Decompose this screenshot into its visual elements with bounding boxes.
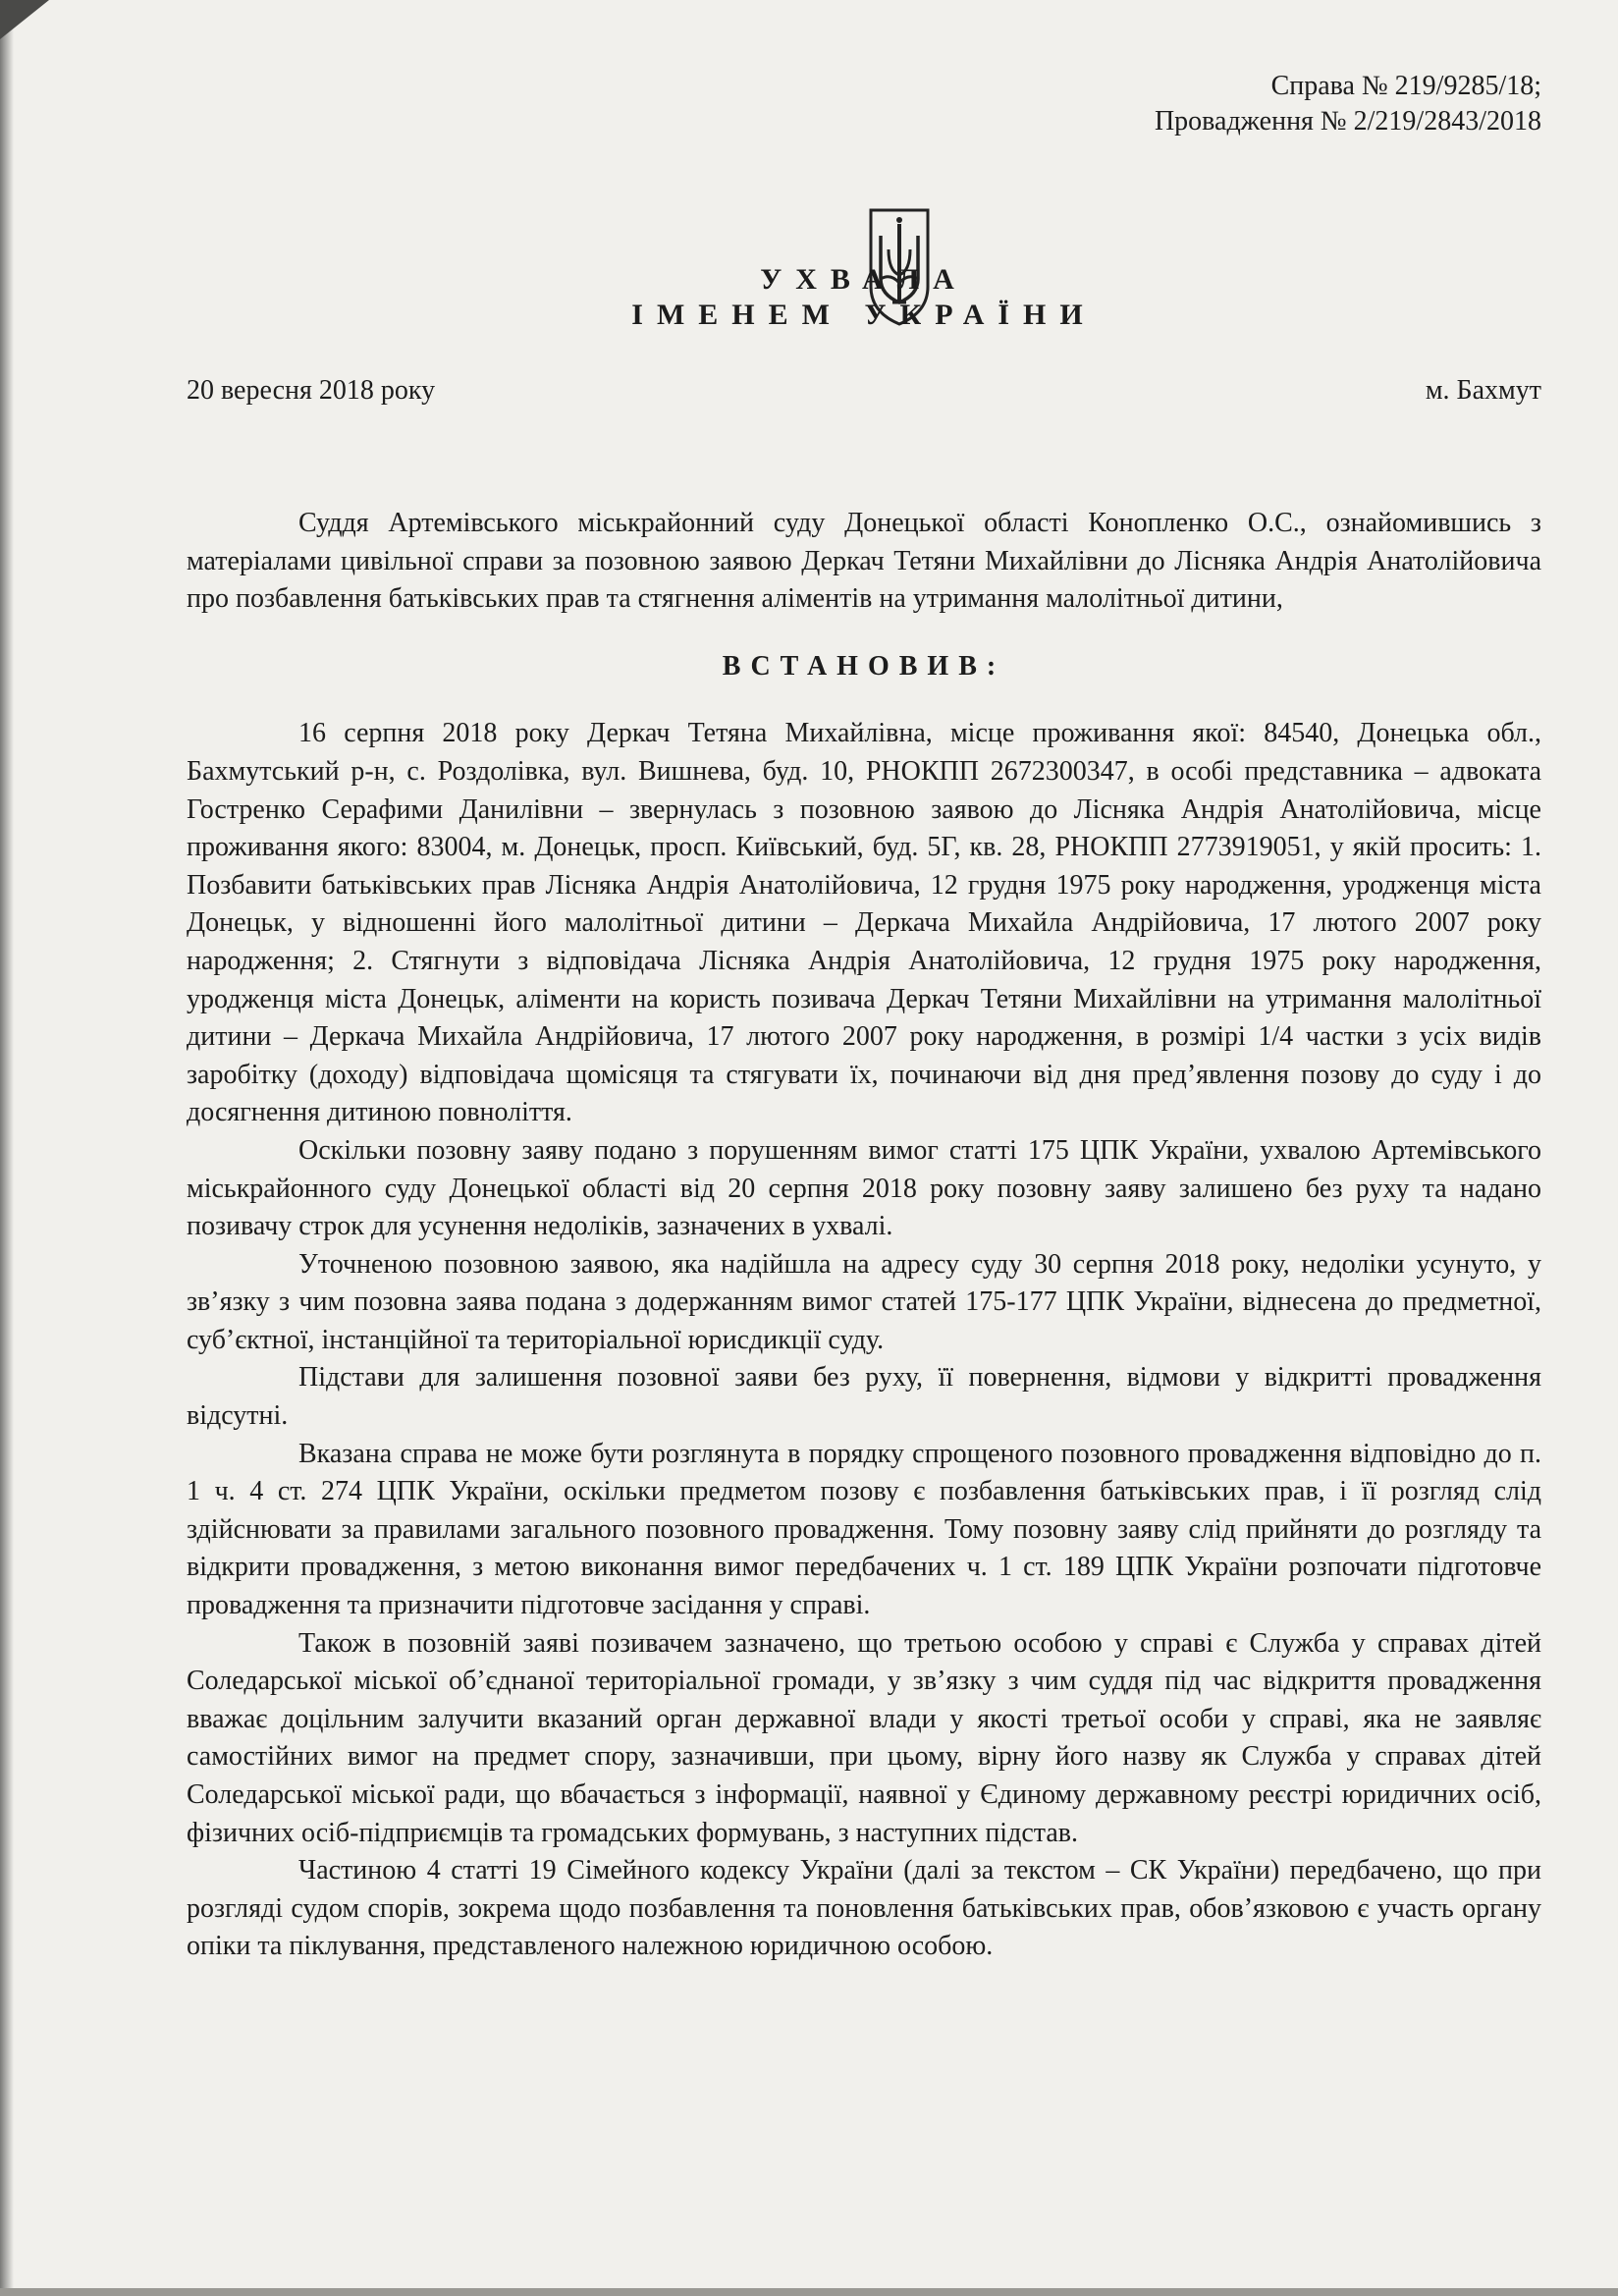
section-title: ВСТАНОВИВ:: [722, 650, 1006, 682]
document-date: 20 вересня 2018 року: [187, 375, 436, 406]
document-city: м. Бахмут: [1425, 375, 1541, 406]
scan-bottom-edge: [0, 2288, 1618, 2296]
scan-corner: [0, 0, 49, 39]
date-city-line: [187, 373, 1541, 409]
document-title: УХВАЛА: [760, 263, 968, 296]
document-body: [187, 505, 1541, 1966]
paragraph: 16 серпня 2018 року Деркач Тетяна Михайлівна, місце проживання якої: 84540, Донецька обл., Бахмутський р-н, с. Роздолівка, вул. Вишнева, буд. 10, РНОКПП 2672300347, в особі представника – адвоката Гостренко Серафими Данилівни – звернулась з позовною заявою до Лісняка Андрія Анатолійовича, місце проживання якого: 83004, м. Донецьк, просп. Київський, буд. 5Г, кв. 28, РНОКПП 2773919051, у якій просить: 1. Позбавити батьківських прав Лісняка Андрія Анатолійовича, 12 грудня 1975 року народження, уродженця міста Донецьк, у відношенні його малолітньої дитини – Деркача Михайла Андрійовича, 17 лютого 2007 року народження; 2. Стягнути з відповідача Лісняка Андрія Анатолійовича, 12 грудня 1975 року народження, уродженця міста Донецьк, аліменти на користь позивача Деркач Тетяни Михайлівни на утримання малолітньої дитини – Деркача Михайла Андрійовича, 17 лютого 2007 року народження, в розмірі 1/4 частки з усіх видів заробітку (доходу) відповідача щомісяця та стягувати їх, починаючи від дня пред’явлення позову до суду і до досягнення дитиною повноліття.: [187, 718, 1541, 1128]
paragraph: Підстави для залишення позовної заяви без руху, її повернення, відмови у відкритті провадження відсутні.: [187, 1362, 1541, 1432]
paragraph: Також в позовній заяві позивачем зазначено, що третьою особою у справі є Служба у справах дітей Соледарської міської об’єднаної територіальної громади, у зв’язку з чим суддя під час відкриття провадження вважає доцільним залучити вказаний орган державної влади у якості третьої особи у справі, яка не заявляє самостійних вимог на предмет спору, зазначивши, при цьому, вірну його назву як Служба у справах дітей Соледарської міської ради, що вбачається з інформації, наявної у Єдиному державному реєстрі юридичних осіб, фізичних осіб-підприємців та громадських формувань, з наступних підстав.: [187, 1627, 1541, 1848]
paragraph: Уточненою позовною заявою, яка надійшла на адресу суду 30 серпня 2018 року, недоліки усунуто, у зв’язку з чим позовна заява подана з додержанням вимог статей 175-177 ЦПК України, віднесена до предметної, суб’єктної, інстанційної та територіальної юрисдикції суду.: [187, 1248, 1541, 1355]
paragraph: Частиною 4 статті 19 Сімейного кодексу України (далі за текстом – СК України) передбачено, що при розгляді судом спорів, зокрема щодо позбавлення та поновлення батьківських прав, обов’язковою є участь органу опіки та піклування, представленого належною юридичною особою.: [187, 1855, 1541, 1962]
paragraph: Вказана справа не може бути розглянута в порядку спрощеного позовного провадження відповідно до п. 1 ч. 4 ст. 274 ЦПК України, оскільки предметом позову є позбавлення батьківських прав, і її розгляд слід здійснювати за правилами загального позовного провадження. Тому позовну заяву слід прийняти до розгляду та відкрити провадження, з метою виконання вимог передбачених ч. 1 ст. 189 ЦПК України розпочати підготовче провадження та призначити підготовче засідання у справі.: [187, 1438, 1541, 1621]
case-reference: [187, 69, 1541, 139]
document-subtitle: ІМЕНЕМ УКРАЇНИ: [631, 299, 1097, 331]
document-page: [187, 69, 1541, 1962]
proceeding-number: Провадження № 2/219/2843/2018: [1154, 106, 1541, 137]
case-number: Справа № 219/9285/18;: [1270, 71, 1541, 101]
intro-paragraph: Суддя Артемівського міськрайонний суду Донецької області Конопленко О.С., ознайомившись з матеріалами цивільної справи за позовною заявою Деркач Тетяни Михайлівни до Лісняка Андрія Анатолійовича про позбавлення батьківських прав та стягнення аліментів на утримання малолітньої дитини,: [187, 508, 1541, 615]
scan-shadow: [0, 0, 14, 2296]
paragraph: Оскільки позовну заяву подано з порушенням вимог статті 175 ЦПК України, ухвалою Артемівського міськрайонного суду Донецької області від 20 серпня 2018 року позовну заяву залишено без руху та надано позивачу строк для усунення недоліків, зазначених в ухвалі.: [187, 1134, 1541, 1242]
